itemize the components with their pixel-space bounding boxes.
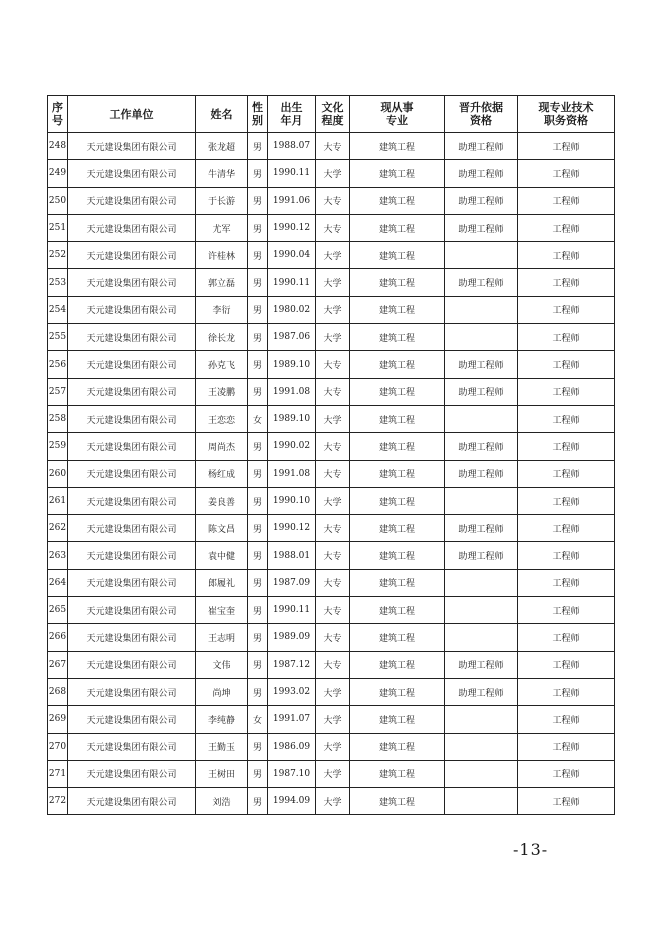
cell-unit: 天元建设集团有限公司: [68, 242, 196, 269]
cell-major: 建筑工程: [350, 242, 445, 269]
cell-gender: 男: [248, 487, 268, 514]
cell-qual: 工程师: [518, 678, 615, 705]
cell-qual: 工程师: [518, 378, 615, 405]
header-unit: 工作单位: [68, 96, 196, 133]
cell-birth: 1988.07: [268, 133, 316, 160]
header-seq-line2: 号: [52, 114, 63, 127]
cell-unit: 天元建设集团有限公司: [68, 678, 196, 705]
cell-qual: 工程师: [518, 460, 615, 487]
cell-basis: 助理工程师: [445, 460, 518, 487]
cell-name: 孙克飞: [196, 351, 248, 378]
cell-birth: 1980.02: [268, 296, 316, 323]
cell-gender: 男: [248, 651, 268, 678]
header-name: 姓名: [196, 96, 248, 133]
cell-seq: 271: [48, 760, 68, 787]
cell-basis: [445, 569, 518, 596]
cell-basis: 助理工程师: [445, 542, 518, 569]
cell-edu: 大专: [316, 624, 350, 651]
header-edu-line1: 文化: [321, 101, 344, 114]
cell-birth: 1987.06: [268, 324, 316, 351]
cell-qual: 工程师: [518, 569, 615, 596]
cell-name: 王勤玉: [196, 733, 248, 760]
cell-basis: 助理工程师: [445, 678, 518, 705]
cell-qual: 工程师: [518, 487, 615, 514]
table-row: [48, 214, 615, 241]
table-row: [48, 160, 615, 187]
cell-gender: 男: [248, 569, 268, 596]
cell-seq: 248: [48, 133, 68, 160]
cell-basis: 助理工程师: [445, 160, 518, 187]
cell-unit: 天元建设集团有限公司: [68, 296, 196, 323]
cell-gender: 男: [248, 351, 268, 378]
cell-basis: [445, 733, 518, 760]
table-row: [48, 433, 615, 460]
cell-name: 郭立磊: [196, 269, 248, 296]
cell-edu: 大专: [316, 569, 350, 596]
header-row: [48, 96, 615, 133]
cell-basis: [445, 405, 518, 432]
cell-unit: 天元建设集团有限公司: [68, 651, 196, 678]
cell-seq: 257: [48, 378, 68, 405]
cell-unit: 天元建设集团有限公司: [68, 542, 196, 569]
cell-unit: 天元建设集团有限公司: [68, 706, 196, 733]
cell-basis: [445, 624, 518, 651]
table-row: [48, 678, 615, 705]
header-qual-line1: 现专业技术: [538, 101, 594, 114]
cell-name: 尤军: [196, 214, 248, 241]
cell-birth: 1994.09: [268, 788, 316, 815]
cell-seq: 258: [48, 405, 68, 432]
table-row: [48, 706, 615, 733]
cell-edu: 大学: [316, 760, 350, 787]
cell-birth: 1989.10: [268, 405, 316, 432]
header-qual: [518, 96, 615, 133]
cell-basis: [445, 597, 518, 624]
cell-birth: 1990.11: [268, 597, 316, 624]
cell-unit: 天元建设集团有限公司: [68, 269, 196, 296]
cell-name: 周尚杰: [196, 433, 248, 460]
cell-birth: 1986.09: [268, 733, 316, 760]
cell-edu: 大专: [316, 433, 350, 460]
header-basis-line2: 资格: [470, 114, 492, 127]
cell-seq: 250: [48, 187, 68, 214]
cell-birth: 1990.12: [268, 214, 316, 241]
cell-gender: 男: [248, 460, 268, 487]
table-row: [48, 733, 615, 760]
table-row: [48, 542, 615, 569]
cell-name: 王树田: [196, 760, 248, 787]
cell-gender: 男: [248, 187, 268, 214]
header-major-line1: 现从事: [380, 101, 414, 114]
header-edu-line2: 程度: [321, 114, 344, 127]
header-gender: [248, 96, 268, 133]
cell-major: 建筑工程: [350, 651, 445, 678]
cell-edu: 大学: [316, 678, 350, 705]
table-row: [48, 487, 615, 514]
cell-major: 建筑工程: [350, 760, 445, 787]
cell-name: 李衍: [196, 296, 248, 323]
cell-gender: 男: [248, 433, 268, 460]
cell-edu: 大专: [316, 214, 350, 241]
cell-birth: 1988.01: [268, 542, 316, 569]
cell-seq: 265: [48, 597, 68, 624]
cell-unit: 天元建设集团有限公司: [68, 760, 196, 787]
cell-qual: 工程师: [518, 542, 615, 569]
cell-name: 徐长龙: [196, 324, 248, 351]
cell-qual: 工程师: [518, 597, 615, 624]
cell-major: 建筑工程: [350, 133, 445, 160]
cell-name: 袁中健: [196, 542, 248, 569]
cell-edu: 大学: [316, 733, 350, 760]
cell-name: 姜良善: [196, 487, 248, 514]
table-row: [48, 460, 615, 487]
cell-gender: 男: [248, 597, 268, 624]
header-qual-line2: 职务资格: [544, 114, 588, 127]
cell-name: 郎履礼: [196, 569, 248, 596]
cell-qual: 工程师: [518, 624, 615, 651]
cell-qual: 工程师: [518, 760, 615, 787]
cell-major: 建筑工程: [350, 597, 445, 624]
cell-name: 尚坤: [196, 678, 248, 705]
cell-seq: 261: [48, 487, 68, 514]
cell-birth: 1991.08: [268, 460, 316, 487]
cell-seq: 262: [48, 515, 68, 542]
cell-birth: 1990.10: [268, 487, 316, 514]
table-row: [48, 788, 615, 815]
cell-name: 牛清华: [196, 160, 248, 187]
header-basis-line1: 晋升依据: [459, 101, 503, 114]
cell-seq: 267: [48, 651, 68, 678]
cell-edu: 大学: [316, 242, 350, 269]
header-seq: [48, 96, 68, 133]
cell-seq: 272: [48, 788, 68, 815]
cell-unit: 天元建设集团有限公司: [68, 324, 196, 351]
header-seq-line1: 序: [52, 101, 63, 114]
cell-basis: 助理工程师: [445, 351, 518, 378]
cell-birth: 1990.02: [268, 433, 316, 460]
page-number: -13-: [513, 840, 549, 859]
cell-qual: 工程师: [518, 733, 615, 760]
cell-birth: 1991.07: [268, 706, 316, 733]
cell-name: 王恋恋: [196, 405, 248, 432]
cell-qual: 工程师: [518, 214, 615, 241]
cell-birth: 1990.11: [268, 160, 316, 187]
cell-basis: [445, 487, 518, 514]
cell-seq: 268: [48, 678, 68, 705]
cell-gender: 男: [248, 678, 268, 705]
cell-gender: 男: [248, 214, 268, 241]
table-row: [48, 569, 615, 596]
cell-unit: 天元建设集团有限公司: [68, 160, 196, 187]
header-birth-line1: 出生: [280, 101, 303, 114]
cell-gender: 男: [248, 515, 268, 542]
cell-major: 建筑工程: [350, 269, 445, 296]
table-row: [48, 651, 615, 678]
cell-unit: 天元建设集团有限公司: [68, 569, 196, 596]
cell-name: 刘浩: [196, 788, 248, 815]
cell-basis: 助理工程师: [445, 515, 518, 542]
cell-gender: 男: [248, 624, 268, 651]
cell-major: 建筑工程: [350, 733, 445, 760]
cell-seq: 260: [48, 460, 68, 487]
table-row: [48, 760, 615, 787]
header-gender-line2: 别: [252, 114, 263, 127]
table-row: [48, 324, 615, 351]
cell-seq: 264: [48, 569, 68, 596]
cell-edu: 大专: [316, 651, 350, 678]
cell-major: 建筑工程: [350, 788, 445, 815]
cell-gender: 女: [248, 706, 268, 733]
cell-major: 建筑工程: [350, 487, 445, 514]
cell-birth: 1987.09: [268, 569, 316, 596]
cell-seq: 255: [48, 324, 68, 351]
cell-basis: 助理工程师: [445, 214, 518, 241]
cell-major: 建筑工程: [350, 296, 445, 323]
cell-qual: 工程师: [518, 433, 615, 460]
cell-unit: 天元建设集团有限公司: [68, 460, 196, 487]
cell-unit: 天元建设集团有限公司: [68, 133, 196, 160]
cell-unit: 天元建设集团有限公司: [68, 433, 196, 460]
cell-basis: 助理工程师: [445, 133, 518, 160]
cell-name: 杨红成: [196, 460, 248, 487]
cell-basis: [445, 788, 518, 815]
cell-qual: 工程师: [518, 651, 615, 678]
cell-seq: 266: [48, 624, 68, 651]
cell-gender: 男: [248, 242, 268, 269]
cell-seq: 254: [48, 296, 68, 323]
cell-name: 许桂林: [196, 242, 248, 269]
cell-unit: 天元建设集团有限公司: [68, 733, 196, 760]
cell-name: 王志明: [196, 624, 248, 651]
header-edu: [316, 96, 350, 133]
cell-gender: 男: [248, 733, 268, 760]
cell-qual: 工程师: [518, 133, 615, 160]
cell-birth: 1987.12: [268, 651, 316, 678]
cell-edu: 大学: [316, 324, 350, 351]
cell-qual: 工程师: [518, 187, 615, 214]
cell-qual: 工程师: [518, 706, 615, 733]
header-birth: [268, 96, 316, 133]
cell-unit: 天元建设集团有限公司: [68, 214, 196, 241]
cell-unit: 天元建设集团有限公司: [68, 515, 196, 542]
header-major: [350, 96, 445, 133]
cell-birth: 1990.11: [268, 269, 316, 296]
cell-edu: 大专: [316, 133, 350, 160]
cell-qual: 工程师: [518, 242, 615, 269]
cell-gender: 女: [248, 405, 268, 432]
cell-basis: [445, 296, 518, 323]
cell-gender: 男: [248, 378, 268, 405]
cell-unit: 天元建设集团有限公司: [68, 788, 196, 815]
cell-major: 建筑工程: [350, 542, 445, 569]
cell-name: 崔宝奎: [196, 597, 248, 624]
cell-edu: 大专: [316, 515, 350, 542]
table-header: [48, 96, 615, 133]
cell-seq: 251: [48, 214, 68, 241]
personnel-table: [47, 95, 615, 815]
table-row: [48, 405, 615, 432]
cell-edu: 大学: [316, 160, 350, 187]
cell-birth: 1990.04: [268, 242, 316, 269]
cell-basis: [445, 242, 518, 269]
table-row: [48, 187, 615, 214]
cell-edu: 大专: [316, 378, 350, 405]
cell-qual: 工程师: [518, 351, 615, 378]
cell-seq: 259: [48, 433, 68, 460]
cell-major: 建筑工程: [350, 678, 445, 705]
cell-major: 建筑工程: [350, 706, 445, 733]
cell-gender: 男: [248, 542, 268, 569]
table-row: [48, 624, 615, 651]
cell-edu: 大专: [316, 460, 350, 487]
cell-name: 王凌鹏: [196, 378, 248, 405]
table-body: [48, 133, 615, 815]
cell-edu: 大学: [316, 405, 350, 432]
cell-gender: 男: [248, 160, 268, 187]
cell-birth: 1991.06: [268, 187, 316, 214]
cell-major: 建筑工程: [350, 433, 445, 460]
cell-basis: 助理工程师: [445, 433, 518, 460]
cell-qual: 工程师: [518, 788, 615, 815]
cell-major: 建筑工程: [350, 405, 445, 432]
cell-seq: 253: [48, 269, 68, 296]
cell-major: 建筑工程: [350, 324, 445, 351]
cell-qual: 工程师: [518, 324, 615, 351]
cell-unit: 天元建设集团有限公司: [68, 187, 196, 214]
cell-seq: 256: [48, 351, 68, 378]
table-row: [48, 378, 615, 405]
cell-basis: [445, 760, 518, 787]
cell-gender: 男: [248, 133, 268, 160]
cell-basis: 助理工程师: [445, 187, 518, 214]
cell-name: 陈文昌: [196, 515, 248, 542]
cell-major: 建筑工程: [350, 214, 445, 241]
cell-edu: 大学: [316, 269, 350, 296]
cell-basis: 助理工程师: [445, 651, 518, 678]
cell-unit: 天元建设集团有限公司: [68, 378, 196, 405]
cell-birth: 1993.02: [268, 678, 316, 705]
cell-edu: 大专: [316, 542, 350, 569]
cell-major: 建筑工程: [350, 187, 445, 214]
table-row: [48, 515, 615, 542]
cell-edu: 大学: [316, 296, 350, 323]
header-birth-line2: 年月: [280, 114, 303, 127]
cell-unit: 天元建设集团有限公司: [68, 405, 196, 432]
cell-unit: 天元建设集团有限公司: [68, 351, 196, 378]
cell-qual: 工程师: [518, 269, 615, 296]
cell-edu: 大学: [316, 788, 350, 815]
cell-basis: 助理工程师: [445, 269, 518, 296]
table-row: [48, 133, 615, 160]
cell-edu: 大学: [316, 706, 350, 733]
cell-qual: 工程师: [518, 296, 615, 323]
cell-major: 建筑工程: [350, 624, 445, 651]
cell-edu: 大专: [316, 187, 350, 214]
cell-edu: 大学: [316, 487, 350, 514]
cell-seq: 270: [48, 733, 68, 760]
header-basis: [445, 96, 518, 133]
cell-name: 李纯静: [196, 706, 248, 733]
cell-birth: 1991.08: [268, 378, 316, 405]
table-row: [48, 351, 615, 378]
cell-birth: 1987.10: [268, 760, 316, 787]
cell-edu: 大专: [316, 351, 350, 378]
cell-gender: 男: [248, 760, 268, 787]
cell-birth: 1989.09: [268, 624, 316, 651]
cell-basis: 助理工程师: [445, 378, 518, 405]
table-row: [48, 296, 615, 323]
table-row: [48, 269, 615, 296]
cell-seq: 269: [48, 706, 68, 733]
cell-name: 张龙超: [196, 133, 248, 160]
cell-gender: 男: [248, 788, 268, 815]
cell-gender: 男: [248, 324, 268, 351]
cell-gender: 男: [248, 269, 268, 296]
cell-qual: 工程师: [518, 405, 615, 432]
cell-major: 建筑工程: [350, 569, 445, 596]
cell-gender: 男: [248, 296, 268, 323]
cell-major: 建筑工程: [350, 160, 445, 187]
cell-major: 建筑工程: [350, 378, 445, 405]
cell-edu: 大专: [316, 597, 350, 624]
cell-major: 建筑工程: [350, 515, 445, 542]
cell-unit: 天元建设集团有限公司: [68, 487, 196, 514]
cell-seq: 252: [48, 242, 68, 269]
cell-major: 建筑工程: [350, 351, 445, 378]
cell-name: 于长游: [196, 187, 248, 214]
cell-unit: 天元建设集团有限公司: [68, 597, 196, 624]
cell-unit: 天元建设集团有限公司: [68, 624, 196, 651]
cell-seq: 249: [48, 160, 68, 187]
cell-qual: 工程师: [518, 160, 615, 187]
cell-seq: 263: [48, 542, 68, 569]
cell-basis: [445, 706, 518, 733]
header-major-line2: 专业: [386, 114, 408, 127]
table-row: [48, 242, 615, 269]
cell-major: 建筑工程: [350, 460, 445, 487]
cell-birth: 1989.10: [268, 351, 316, 378]
cell-birth: 1990.12: [268, 515, 316, 542]
header-gender-line1: 性: [252, 101, 263, 114]
cell-name: 文伟: [196, 651, 248, 678]
cell-basis: [445, 324, 518, 351]
cell-qual: 工程师: [518, 515, 615, 542]
table-row: [48, 597, 615, 624]
